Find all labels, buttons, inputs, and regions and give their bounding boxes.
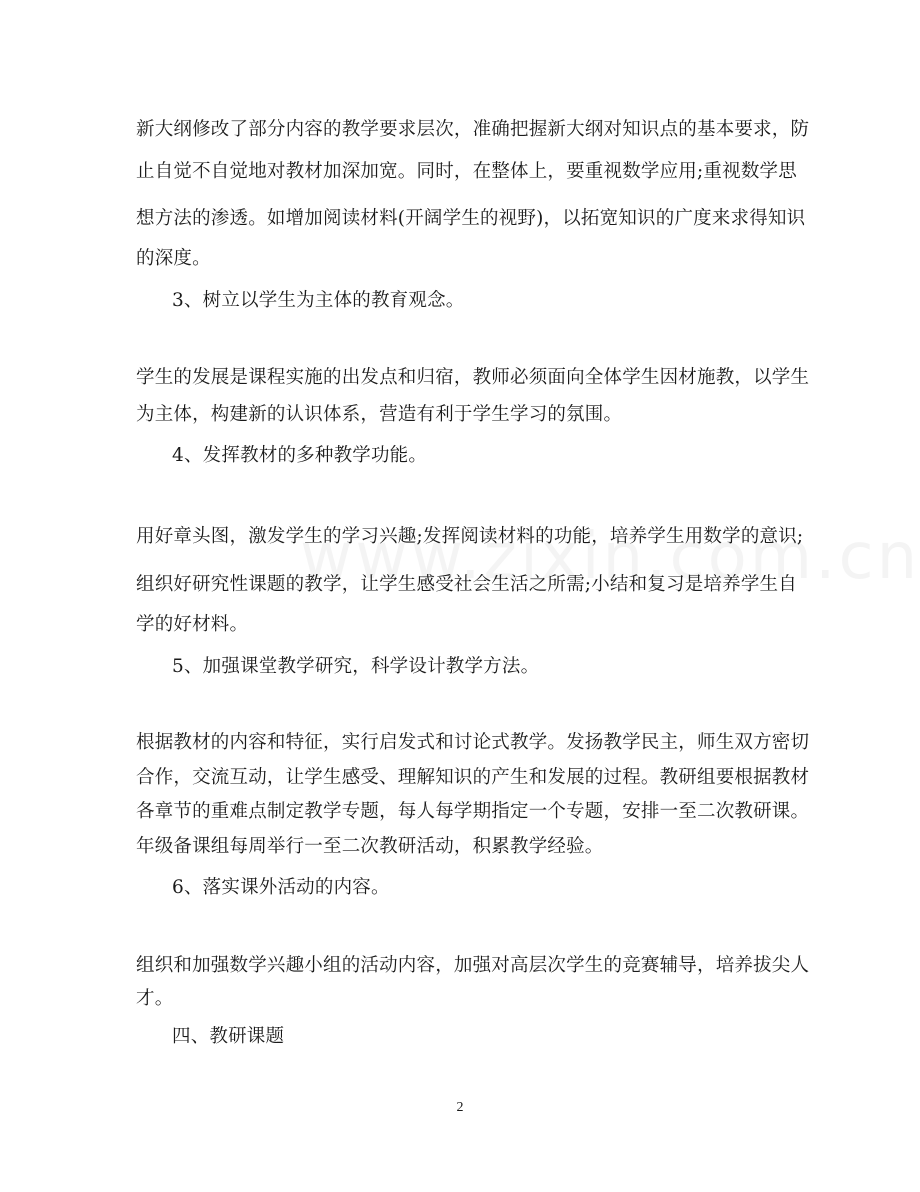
section-heading: 3、树立以学生为主体的教育观念。 bbox=[172, 290, 465, 311]
body-text-line: 根据教材的内容和特征，实行启发式和讨论式教学。发扬教学民主，师生双方密切 bbox=[136, 732, 810, 753]
body-text-line: 各章节的重难点制定教学专题，每人每学期指定一个专题，安排一至二次教研课。 bbox=[136, 801, 810, 822]
body-text-line: 学的好材料。 bbox=[136, 614, 249, 635]
section-heading: 4、发挥教材的多种教学功能。 bbox=[172, 445, 428, 466]
body-text-line: 止自觉不自觉地对教材加深加宽。同时，在整体上，要重视数学应用;重视数学思 bbox=[136, 161, 797, 182]
body-text-line: 用好章头图，激发学生的学习兴趣;发挥阅读材料的功能，培养学生用数学的意识; bbox=[136, 526, 804, 547]
body-text-line: 新大纲修改了部分内容的教学要求层次，准确把握新大纲对知识点的基本要求，防 bbox=[136, 119, 810, 140]
section-heading: 6、落实课外活动的内容。 bbox=[172, 877, 390, 898]
section-heading: 5、加强课堂教学研究，科学设计教学方法。 bbox=[172, 656, 540, 677]
section-heading: 四、教研课题 bbox=[172, 1026, 285, 1047]
body-text-line: 年级备课组每周举行一至二次教研活动，积累教学经验。 bbox=[136, 836, 604, 857]
body-text-line: 学生的发展是课程实施的出发点和归宿，教师必须面向全体学生因材施教，以学生 bbox=[136, 367, 810, 388]
body-text-line: 组织和加强数学兴趣小组的活动内容，加强对高层次学生的竞赛辅导，培养拔尖人 bbox=[136, 955, 810, 976]
body-text-line: 想方法的渗透。如增加阅读材料(开阔学生的视野)，以拓宽知识的广度来求得知识 bbox=[136, 208, 806, 229]
page-number: 2 bbox=[456, 1100, 464, 1115]
body-text-line: 组织好研究性课题的教学，让学生感受社会生活之所需;小结和复习是培养学生自 bbox=[136, 574, 797, 595]
body-text-line: 才。 bbox=[136, 988, 174, 1009]
body-text-line: 的深度。 bbox=[136, 248, 211, 269]
body-text-line: 为主体，构建新的认识体系，营造有利于学生学习的氛围。 bbox=[136, 404, 623, 425]
body-text-line: 合作，交流互动，让学生感受、理解知识的产生和发展的过程。教研组要根据教材 bbox=[136, 767, 810, 788]
